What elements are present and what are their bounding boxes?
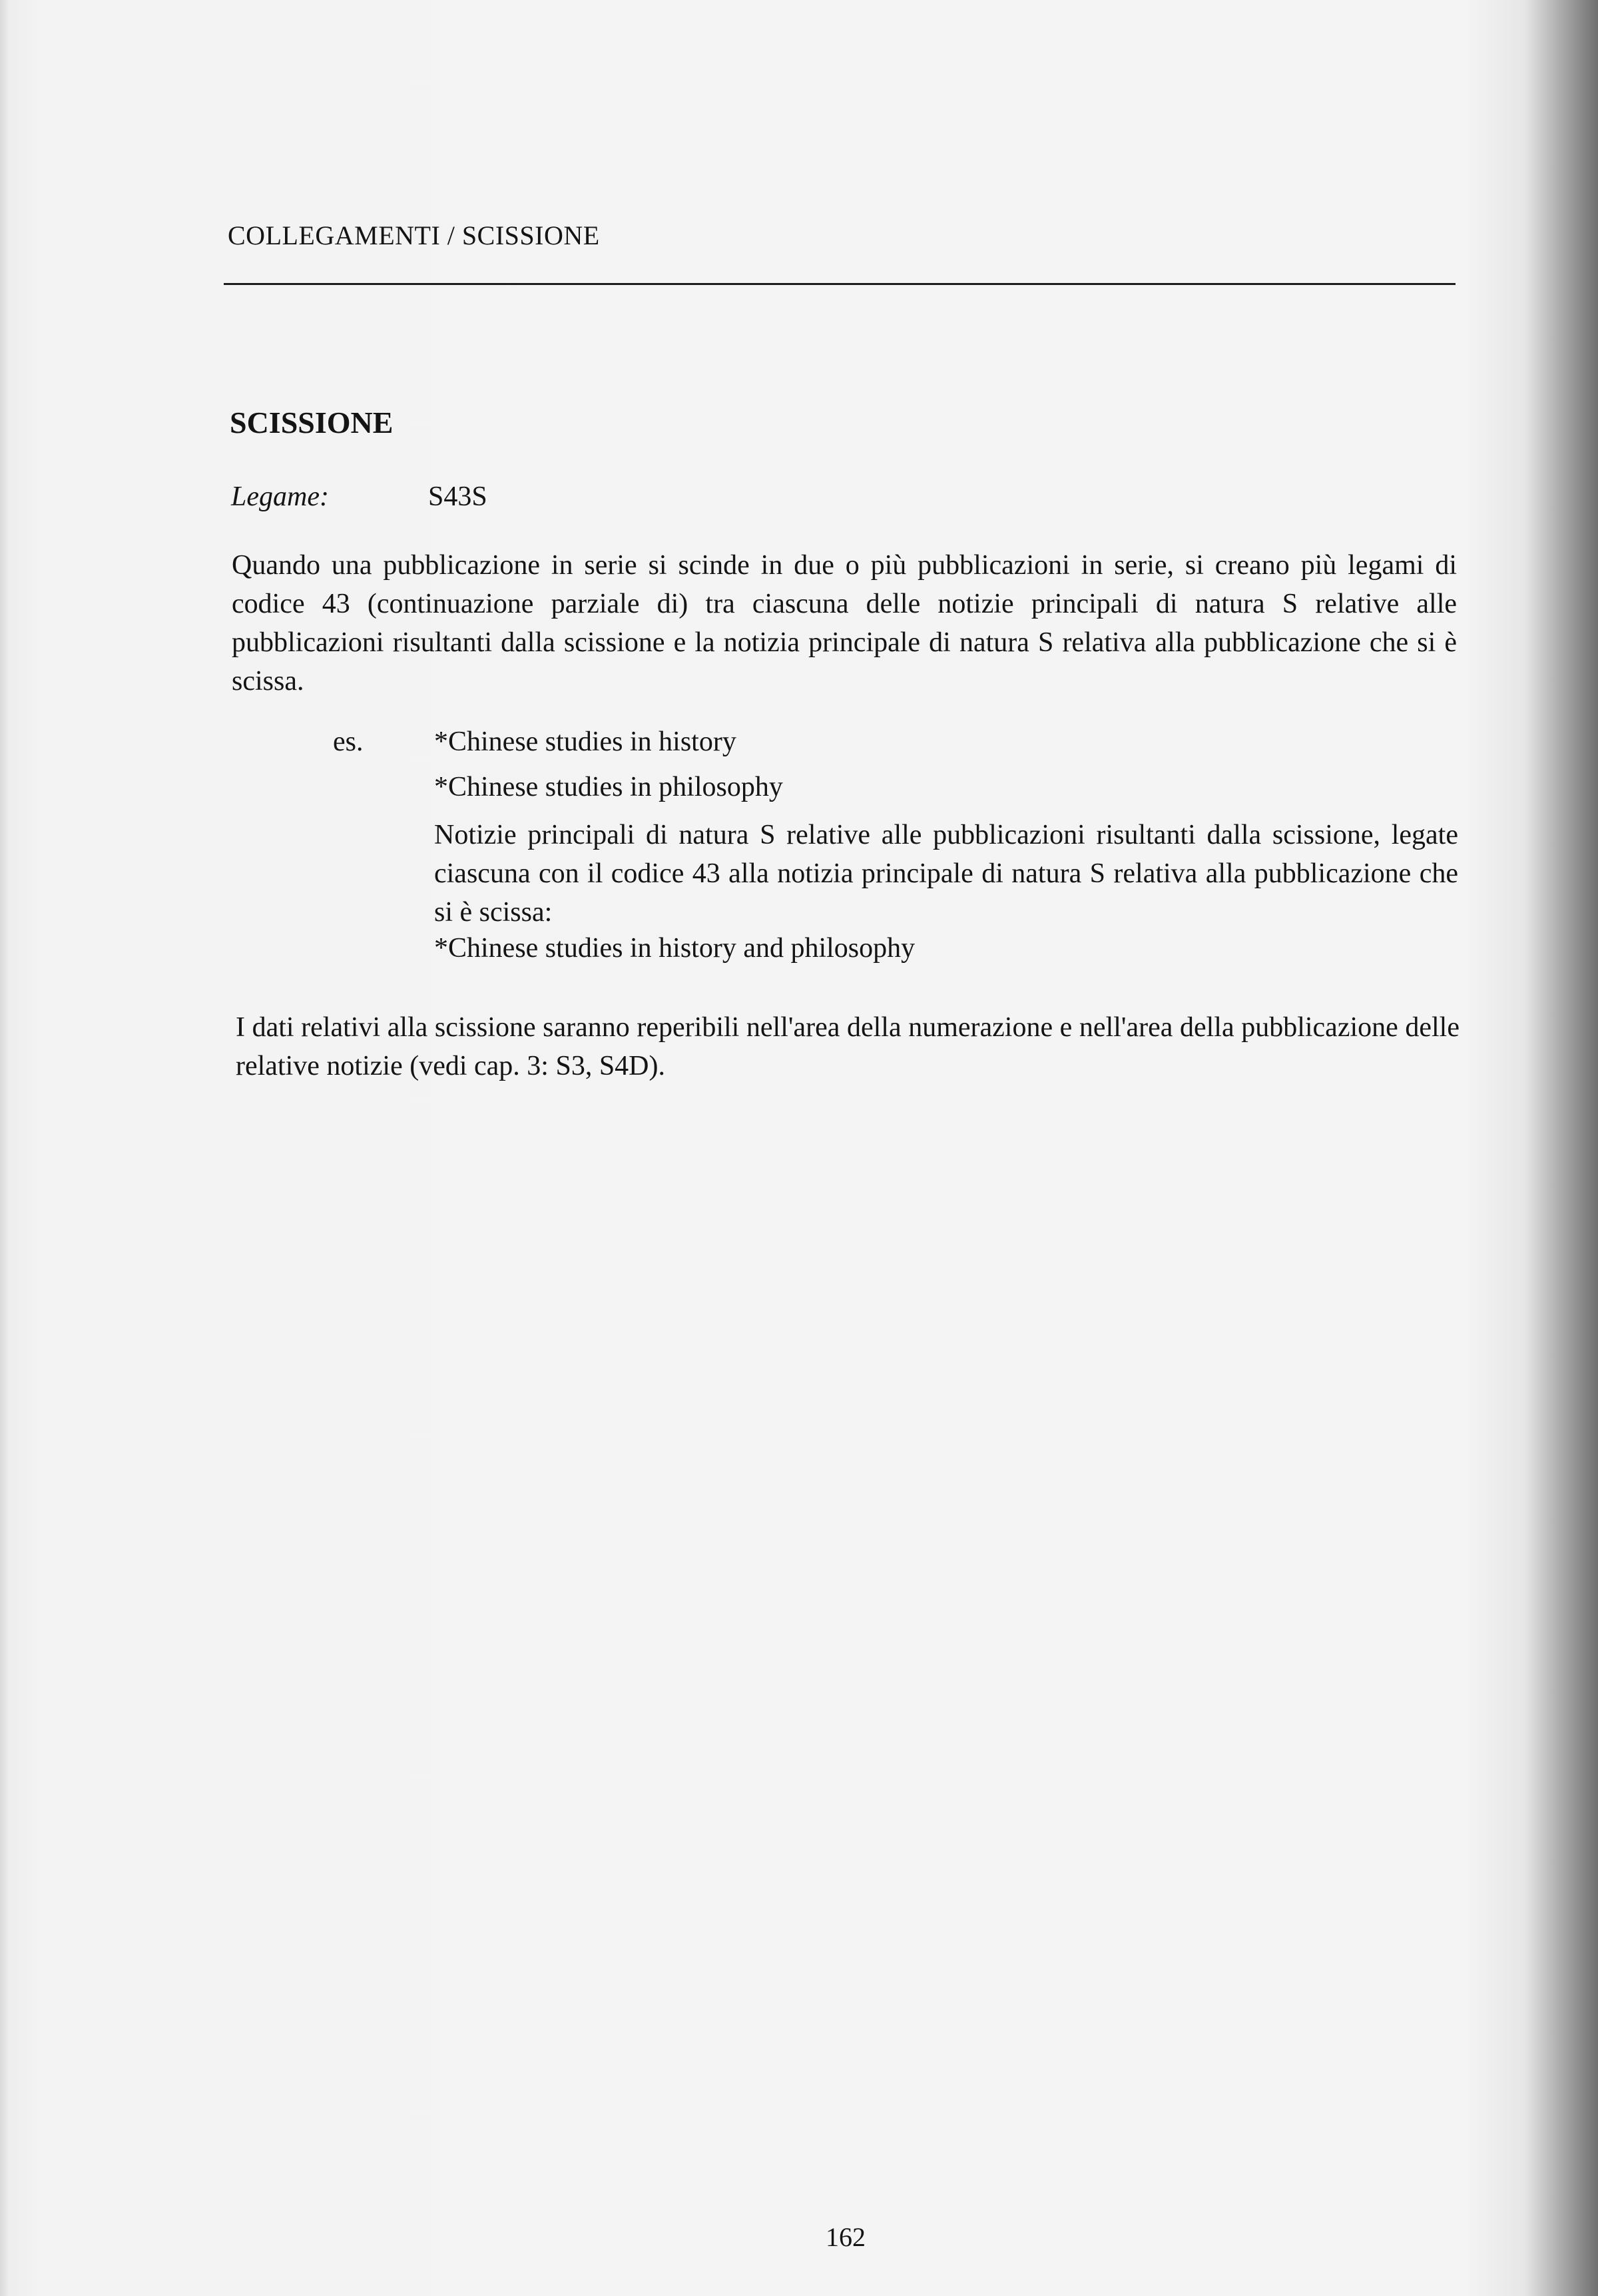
running-head: COLLEGAMENTI / SCISSIONE [228,220,600,250]
body-paragraph-2: I dati relativi alla scissione saranno reperibili nell'area della numerazione e nell'area della pubblicazione delle relative notizie (vedi cap. 3: S3, S4D). [236,1012,1460,1081]
example-title-2: *Chinese studies in philosophy [434,772,783,802]
header-rule [224,283,1456,285]
page-number: 162 [826,2222,866,2252]
example-title-3: *Chinese studies in history and philosophy [434,933,916,964]
example-label: es. [333,726,364,757]
page-edge [0,0,9,2296]
section-title: SCISSIONE [230,406,394,439]
body-paragraph-1: Quando una pubblicazione in serie si scinde in due o più pubblicazioni in serie, si creano più legami di codice 43 (continuazione parziale di) tra ciascuna delle notizie principali di natura S relative alle pubblicazioni risultanti dalla scissione e la notizia principale di natura S relativa alla pubblicazione che si è scissa. [232,550,1457,697]
example-title-1: *Chinese studies in history [434,726,736,757]
example-note: Notizie principali di natura S relative alle pubblicazioni risultanti dalla scissione, legate ciascuna con il codice 43 alla notizia principale di natura S relativa alla pubblicazione che si è scissa: [434,820,1458,928]
legame-label: Legame: [231,481,329,512]
legame-value: S43S [428,481,487,512]
